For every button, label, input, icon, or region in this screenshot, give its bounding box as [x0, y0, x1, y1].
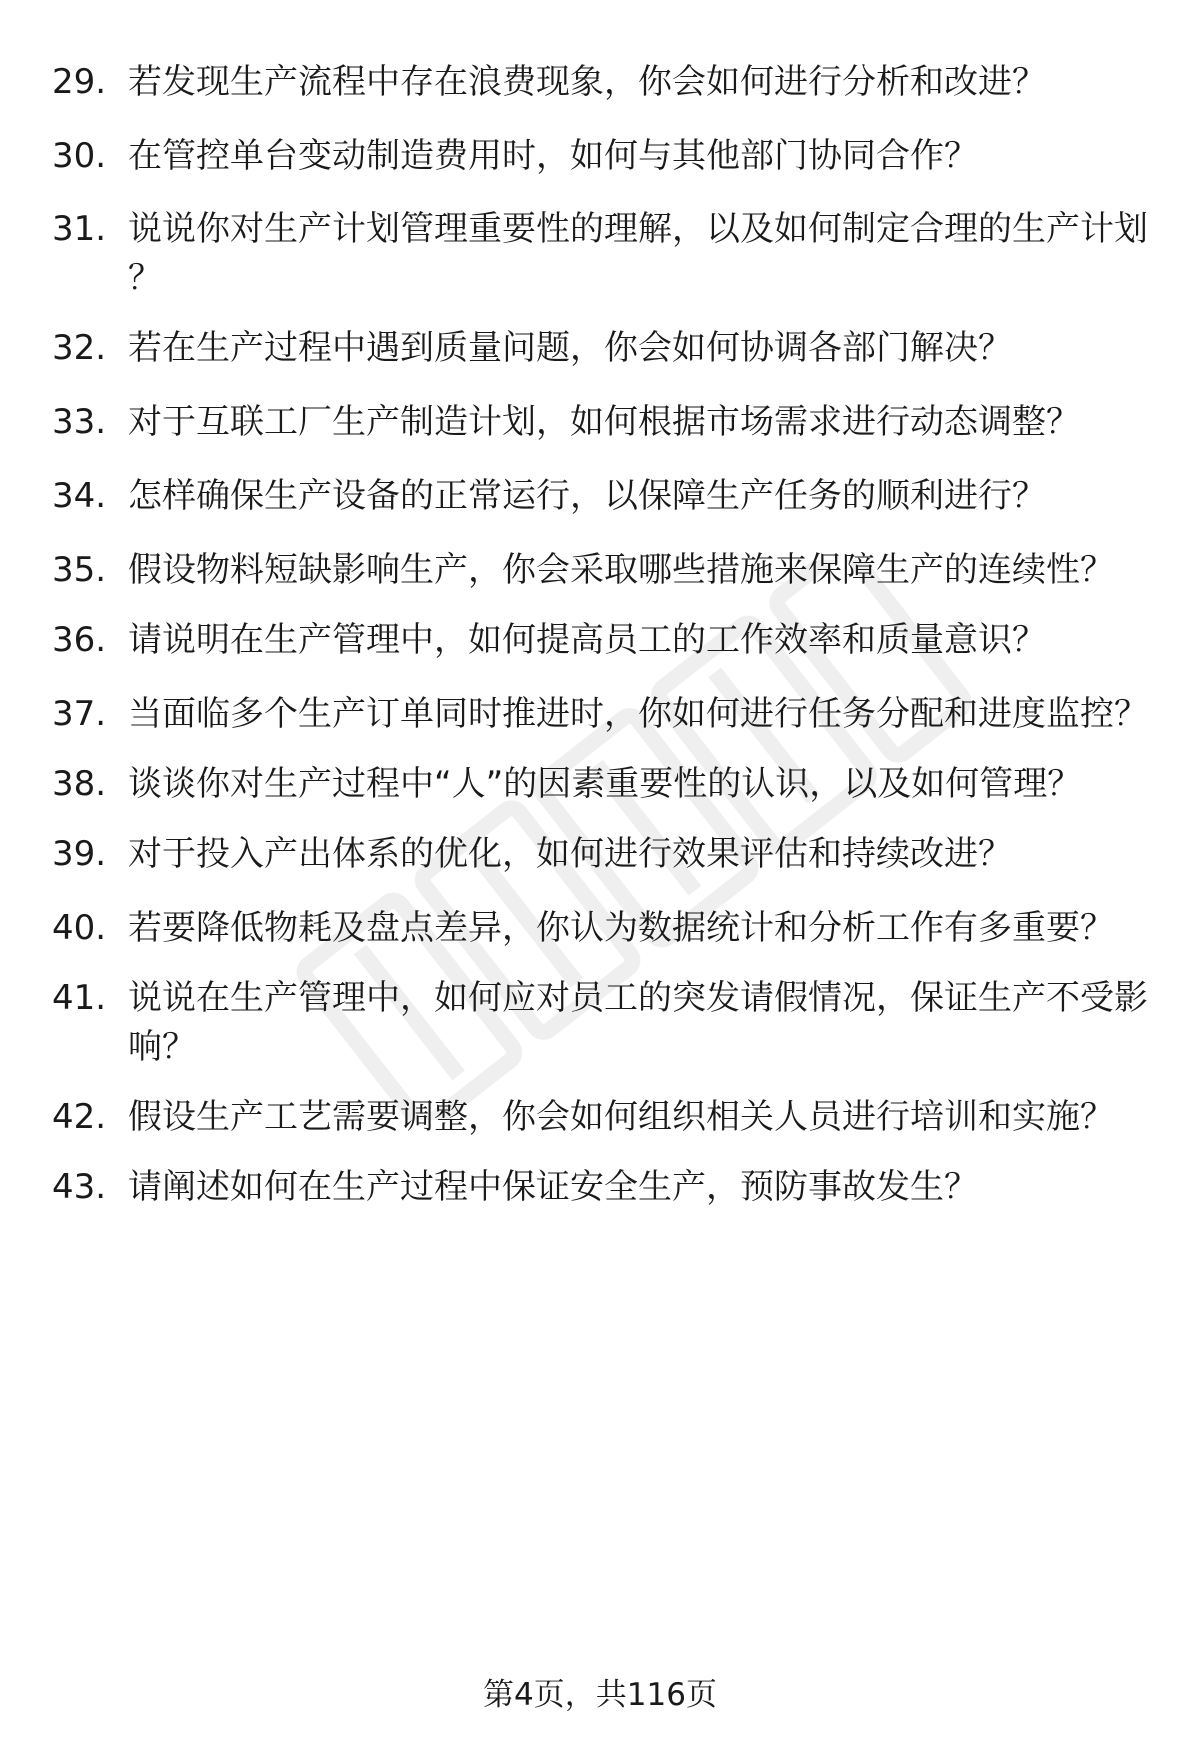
- question-text: 对于投入产出体系的优化，如何进行效果评估和持续改进？: [128, 834, 1012, 874]
- question-number: 34.: [52, 476, 107, 516]
- question-text: 当面临多个生产订单同时推进时，你如何进行任务分配和进度监控？: [128, 694, 1148, 734]
- question-item: [52, 1093, 1162, 1142]
- question-text: 若在生产过程中遇到质量问题，你会如何协调各部门解决？: [128, 328, 1012, 368]
- question-item: [52, 616, 1162, 665]
- question-item: [52, 546, 1162, 595]
- question-item: [52, 58, 1162, 107]
- question-number: 33.: [52, 402, 107, 442]
- question-number: 29.: [52, 62, 107, 102]
- question-item: [52, 760, 1162, 809]
- question-item: [52, 132, 1162, 181]
- question-item: [52, 1163, 1162, 1212]
- question-item: [52, 324, 1162, 373]
- question-text: 在管控单台变动制造费用时，如何与其他部门协同合作？: [128, 136, 978, 176]
- question-item: [52, 904, 1162, 953]
- question-number: 31.: [52, 209, 107, 249]
- question-text: 说说你对生产计划管理重要性的理解，以及如何制定合理的生产计划？: [128, 209, 1148, 298]
- question-list: [52, 58, 1162, 1212]
- question-text: 请阐述如何在生产过程中保证安全生产，预防事故发生？: [128, 1167, 978, 1207]
- question-number: 38.: [52, 764, 107, 804]
- question-number: 43.: [52, 1167, 107, 1207]
- question-number: 39.: [52, 834, 107, 874]
- question-item: [52, 472, 1162, 521]
- question-number: 42.: [52, 1097, 107, 1137]
- question-number: 37.: [52, 694, 107, 734]
- question-item: [52, 690, 1162, 739]
- question-item: [52, 205, 1162, 303]
- question-number: 32.: [52, 328, 107, 368]
- question-item: [52, 398, 1162, 447]
- question-item: [52, 974, 1162, 1072]
- question-number: 36.: [52, 620, 107, 660]
- question-text: 若发现生产流程中存在浪费现象，你会如何进行分析和改进？: [128, 62, 1046, 102]
- question-text: 说说在生产管理中，如何应对员工的突发请假情况，保证生产不受影响？: [128, 978, 1148, 1067]
- question-item: [52, 830, 1162, 879]
- question-number: 41.: [52, 978, 107, 1018]
- question-text: 请说明在生产管理中，如何提高员工的工作效率和质量意识？: [128, 620, 1046, 660]
- question-text: 怎样确保生产设备的正常运行，以保障生产任务的顺利进行？: [128, 476, 1046, 516]
- question-text: 谈谈你对生产过程中“人”的因素重要性的认识，以及如何管理？: [128, 764, 1082, 804]
- question-number: 40.: [52, 908, 107, 948]
- question-text: 假设生产工艺需要调整，你会如何组织相关人员进行培训和实施？: [128, 1097, 1114, 1137]
- question-number: 30.: [52, 136, 107, 176]
- question-number: 35.: [52, 550, 107, 590]
- page-footer: 第4页，共116页: [483, 1677, 717, 1713]
- question-text: 假设物料短缺影响生产，你会采取哪些措施来保障生产的连续性？: [128, 550, 1114, 590]
- question-text: 对于互联工厂生产制造计划，如何根据市场需求进行动态调整？: [128, 402, 1080, 442]
- question-text: 若要降低物耗及盘点差异，你认为数据统计和分析工作有多重要？: [128, 908, 1114, 948]
